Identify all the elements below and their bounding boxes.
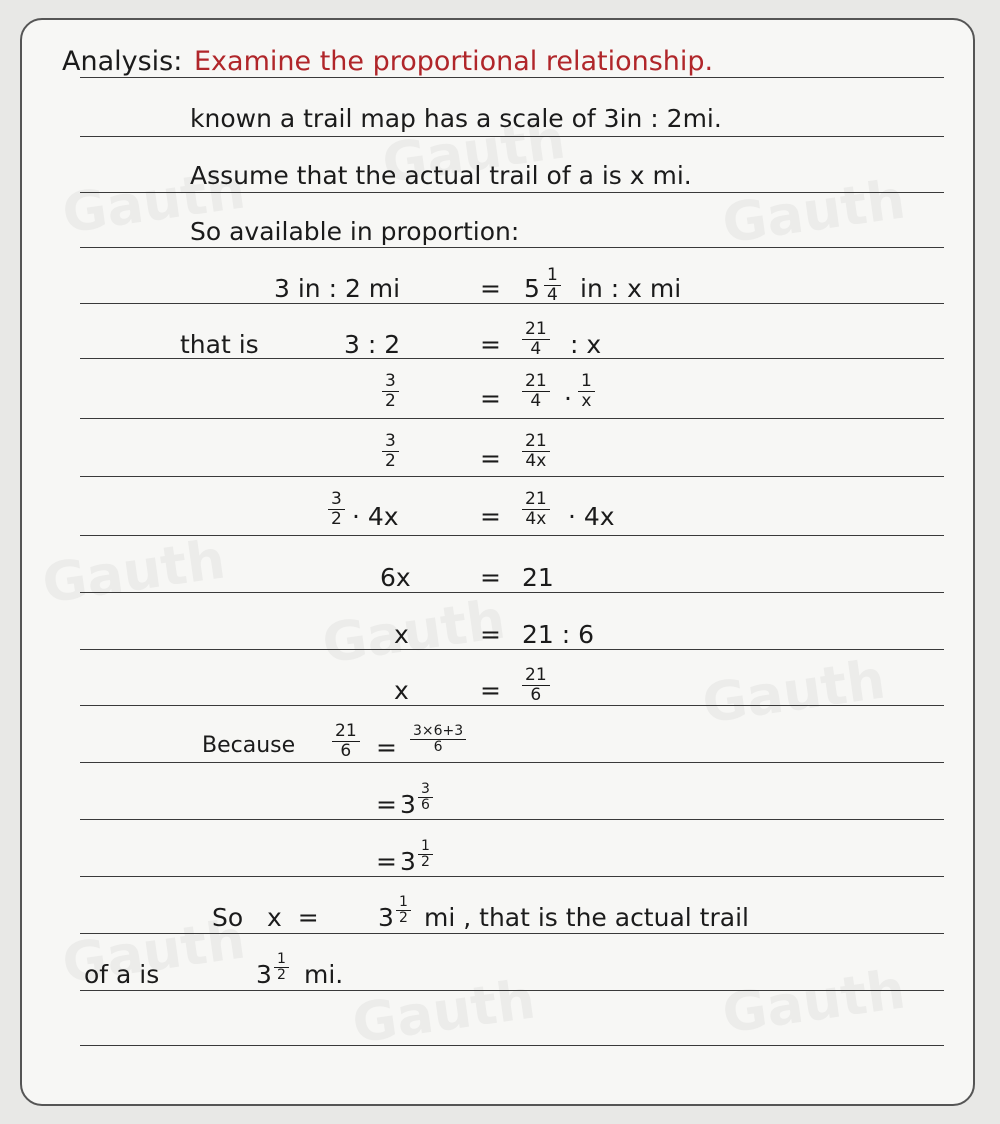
watermark (719, 958, 909, 1046)
watermark (349, 968, 539, 1056)
fraction: $\frac{21}{4x}$ (522, 490, 550, 528)
ruled-line (80, 990, 944, 991)
ruled-line (80, 649, 944, 650)
ruled-line (80, 762, 944, 763)
fraction: $\frac{1}{x}$ (578, 372, 595, 410)
ruled-line (80, 819, 944, 820)
equals-sign: = (480, 330, 501, 359)
scale-statement: known a trail map has a scale of 3in : 2mi. (190, 104, 722, 133)
equals-sign: = (480, 384, 501, 413)
ruled-line (80, 876, 944, 877)
equation-right: 21 : 6 (522, 620, 595, 649)
ruled-line (80, 247, 944, 248)
ruled-line (80, 535, 944, 536)
equals-sign: = (376, 790, 397, 819)
equals-sign: = (480, 502, 501, 531)
fraction: $\frac{21}{4}$ (522, 372, 550, 410)
analysis-label: Analysis: (62, 46, 183, 77)
multiply-term: · 4x (568, 502, 615, 531)
fraction: $\frac{3\times 6+3}{6}$ (410, 724, 466, 756)
mixed-whole: 3 (256, 960, 272, 989)
equals-sign: = (480, 444, 501, 473)
notebook-sheet (20, 18, 975, 1106)
mixed-whole: 3 (378, 903, 394, 932)
fraction: $\frac{21}{6}$ (332, 722, 360, 760)
mixed-fraction: $\frac{1}{2}$ (418, 839, 433, 871)
proportion-right: in : x mi (580, 274, 682, 303)
equals-sign: = (480, 274, 501, 303)
ruled-line (80, 476, 944, 477)
mixed-whole: 3 (400, 790, 416, 819)
ruled-line (80, 192, 944, 193)
equation-left: x (394, 676, 409, 705)
proportion-left: 3 in : 2 mi (274, 274, 401, 303)
ruled-line (80, 592, 944, 593)
ruled-line (80, 136, 944, 137)
multiply-dot: · (564, 384, 572, 413)
equals-sign: = (376, 847, 397, 876)
fraction: $\frac{21}{4}$ (522, 320, 550, 358)
fraction: $\frac{3}{2}$ (328, 490, 345, 528)
fraction: $\frac{21}{4x}$ (522, 432, 550, 470)
ratio-right: : x (570, 330, 602, 359)
mixed-whole: 3 (400, 847, 416, 876)
final-answer-unit: mi. (304, 960, 344, 989)
equals-sign: = (480, 620, 501, 649)
equation-left: x (394, 620, 409, 649)
fraction: $\frac{21}{6}$ (522, 666, 550, 704)
equals-sign: = (376, 733, 397, 762)
assumption-statement: Assume that the actual trail of a is x mi. (190, 161, 692, 190)
mixed-whole: 5 (524, 274, 540, 303)
ruled-line (80, 705, 944, 706)
analysis-heading: Examine the proportional relationship. (194, 46, 714, 77)
equation-right: 21 (522, 563, 554, 592)
watermark (719, 168, 909, 256)
conclusion-text: mi , that is the actual trail (424, 903, 749, 932)
equation-left: 6x (380, 563, 411, 592)
fraction: $\frac{3}{2}$ (382, 432, 399, 470)
because-label: Because (202, 733, 296, 758)
equals-sign: = (480, 676, 501, 705)
ruled-line (80, 77, 944, 78)
mixed-fraction: $\frac{1}{4}$ (544, 266, 561, 304)
ruled-line (80, 418, 944, 419)
watermark (699, 648, 889, 736)
mixed-fraction: $\frac{1}{2}$ (274, 952, 289, 984)
ruled-line (80, 303, 944, 304)
conclusion-lead: So x = (212, 903, 319, 932)
mixed-fraction: $\frac{1}{2}$ (396, 895, 411, 927)
multiply-term: · 4x (352, 502, 399, 531)
ruled-line (80, 933, 944, 934)
ratio-left: 3 : 2 (344, 330, 401, 359)
mixed-fraction: $\frac{3}{6}$ (418, 782, 433, 814)
ruled-line (80, 1045, 944, 1046)
fraction: $\frac{3}{2}$ (382, 372, 399, 410)
watermark (39, 528, 229, 616)
that-is-label: that is (180, 330, 259, 359)
proportion-intro: So available in proportion: (190, 217, 520, 246)
equals-sign: = (480, 563, 501, 592)
final-answer-lead: of a is (84, 960, 160, 989)
